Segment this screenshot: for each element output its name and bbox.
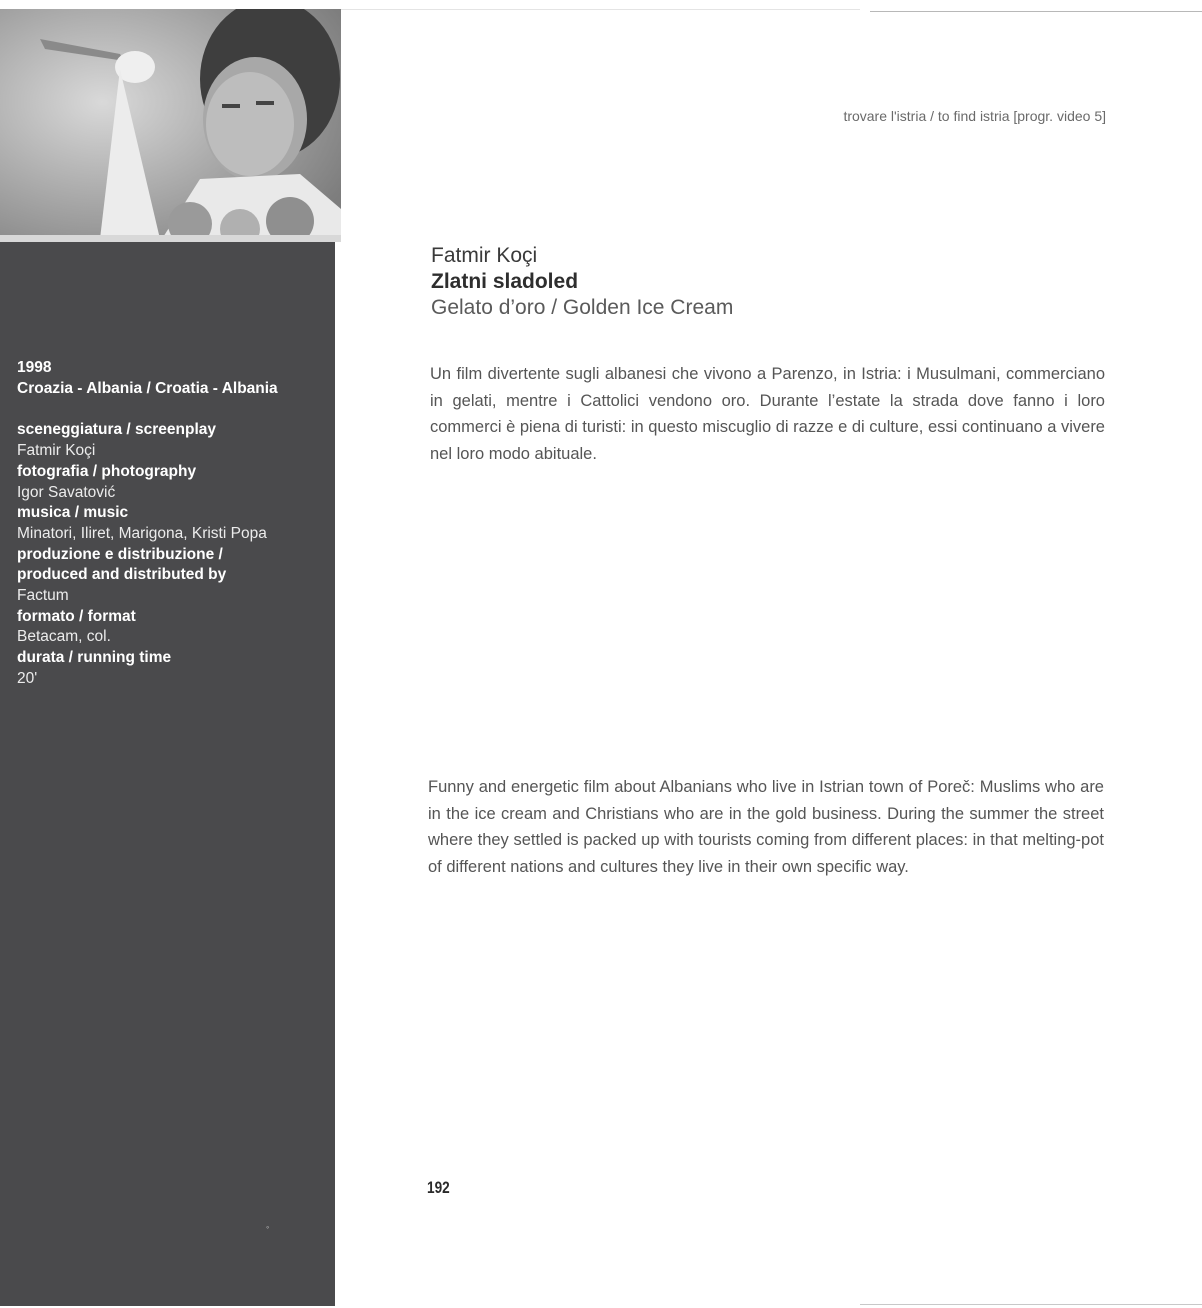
music-label: musica / music [17,504,129,522]
top-rule-right [870,11,1202,12]
film-still-photo [0,9,341,242]
photography-label: fotografia / photography [17,462,197,480]
credits-year: 1998 [17,359,52,376]
top-rule [340,9,860,10]
screenplay-label: sceneggiatura / screenplay [17,421,217,439]
production-value: Factum [17,587,69,605]
duration-value: 20' [17,669,38,687]
description-english: Funny and energetic film about Albanians who live in Istrian town of Poreč: Muslims who are in the ice cream and Christians who are in the gold business. During the summer the street where they settled is packed up with tourists coming from different places: in that melting-pot of different nations and cultures they live in their own specific way. [428,778,1104,876]
film-subtitle: Gelato d’oro / Golden Ice Cream [431,296,734,319]
credits-block [17,358,327,690]
film-author: Fatmir Koçi [431,244,538,267]
screenplay-value: Fatmir Koçi [17,442,96,460]
format-value: Betacam, col. [17,628,111,646]
photography-value: Igor Savatović [17,483,116,501]
running-head: trovare l'istria / to find istria [progr. video 5] [843,108,1106,124]
production-label-2: produced and distributed by [17,566,227,584]
duration-label: durata / running time [17,649,172,667]
credits-country: Croazia - Albania / Croatia - Albania [17,379,278,397]
description-italian: Un film divertente sugli albanesi che vivono a Parenzo, in Istria: i Musulmani, commerciano in gelati, mentre i Cattolici vendono oro. Durante l’estate la strada dove fanno i loro commerci è piena di turisti: in questo miscuglio di razze e di culture, essi continuano a vivere nel loro modo abituale. [430,365,1105,463]
format-label: formato / format [17,607,136,625]
page-number: 192 [427,1178,450,1197]
scan-speck: ◦ [266,1222,270,1232]
music-value: Minatori, Iliret, Marigona, Kristi Popa [17,524,267,542]
bottom-rule [860,1304,1202,1305]
film-title: Zlatni sladoled [431,270,579,293]
production-label-1: produzione e distribuzione / [17,545,223,563]
